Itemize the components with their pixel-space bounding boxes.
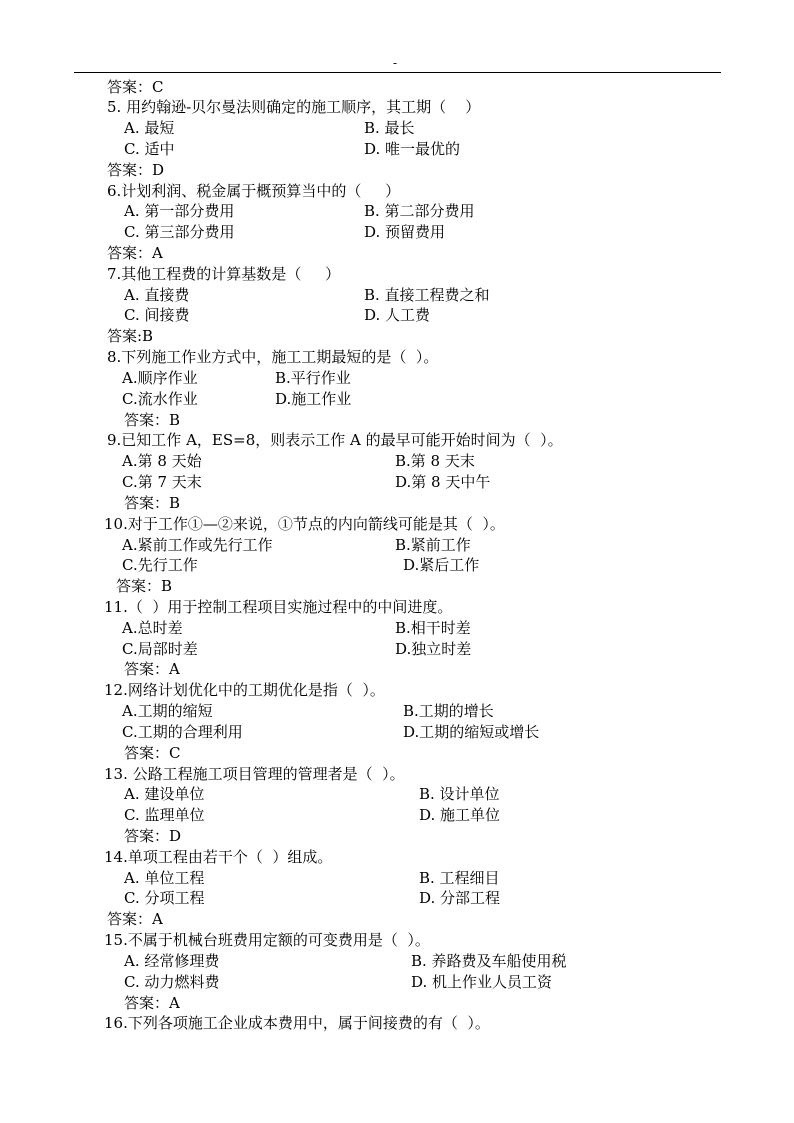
answer-15: 答案：A <box>124 994 180 1012</box>
q7-option-c: C. 间接费 <box>124 306 190 324</box>
q7-option-a: A. 直接费 <box>124 286 190 304</box>
answer-12: 答案：C <box>124 744 181 762</box>
q5-option-d: D. 唯一最优的 <box>364 140 461 158</box>
q13-option-a: A. 建设单位 <box>124 785 205 803</box>
q14-option-a: A. 单位工程 <box>124 869 205 887</box>
q11-option-b: B.相干时差 <box>395 619 471 637</box>
q7-option-d: D. 人工费 <box>364 306 431 324</box>
q6-option-c: C. 第三部分费用 <box>124 223 235 241</box>
answer-11: 答案：A <box>124 660 180 678</box>
q11-option-d: D.独立时差 <box>395 640 472 658</box>
question-10: 10.对于工作①—②来说，①节点的内向箭线可能是其（ ）。 <box>104 515 505 533</box>
q13-option-c: C. 监理单位 <box>124 806 205 824</box>
answer-14: 答案：A <box>107 910 163 928</box>
answer-9: 答案：B <box>124 494 181 512</box>
question-13: 13. 公路工程施工项目管理的管理者是（ ）。 <box>104 765 405 783</box>
answer-13: 答案：D <box>124 827 182 845</box>
q7-option-b: B. 直接工程费之和 <box>364 286 490 304</box>
q15-option-b: B. 养路费及车船使用税 <box>411 952 567 970</box>
q5-option-c: C. 适中 <box>124 140 175 158</box>
question-9: 9.已知工作 A，ES=8，则表示工作 A 的最早可能开始时间为（ ）。 <box>107 431 563 449</box>
q5-option-b: B. 最长 <box>364 119 415 137</box>
answer-6: 答案：A <box>107 244 163 262</box>
q8-option-c: C.流水作业 <box>122 390 198 408</box>
q14-option-c: C. 分项工程 <box>124 889 205 907</box>
q9-option-b: B.第 8 天末 <box>395 452 475 470</box>
question-5: 5. 用约翰逊-贝尔曼法则确定的施工顺序，其工期（ ） <box>107 98 481 116</box>
q9-option-c: C.第 7 天末 <box>122 473 202 491</box>
q10-option-a: A.紧前工作或先行工作 <box>122 536 273 554</box>
q12-option-b: B.工期的增长 <box>403 702 494 720</box>
q13-option-d: D. 施工单位 <box>419 806 501 824</box>
header-rule <box>74 72 721 73</box>
q15-option-a: A. 经常修理费 <box>124 952 220 970</box>
q6-option-b: B. 第二部分费用 <box>364 202 475 220</box>
q6-option-d: D. 预留费用 <box>364 223 446 241</box>
answer-4: 答案：C <box>107 78 164 96</box>
q13-option-b: B. 设计单位 <box>419 785 500 803</box>
question-8: 8.下列施工作业方式中，施工工期最短的是（ ）。 <box>107 348 439 366</box>
answer-10: 答案：B <box>116 577 173 595</box>
question-11: 11.（ ）用于控制工程项目实施过程中的中间进度。 <box>104 598 453 616</box>
answer-7: 答案:B <box>107 327 154 345</box>
q8-option-d: D.施工作业 <box>275 390 352 408</box>
q9-option-d: D.第 8 天中午 <box>395 473 491 491</box>
q6-option-a: A. 第一部分费用 <box>124 202 235 220</box>
question-14: 14.单项工程由若干个（ ）组成。 <box>104 848 333 866</box>
q11-option-a: A.总时差 <box>122 619 183 637</box>
q8-option-a: A.顺序作业 <box>122 369 198 387</box>
q15-option-c: C. 动力燃料费 <box>124 973 220 991</box>
q10-option-b: B.紧前工作 <box>395 536 471 554</box>
q14-option-d: D. 分部工程 <box>419 889 501 907</box>
q8-option-b: B.平行作业 <box>275 369 351 387</box>
question-7: 7.其他工程费的计算基数是（ ） <box>107 265 341 283</box>
answer-5: 答案：D <box>107 161 165 179</box>
q10-option-c: C.先行工作 <box>122 556 198 574</box>
q14-option-b: B. 工程细目 <box>419 869 500 887</box>
q9-option-a: A.第 8 天始 <box>122 452 202 470</box>
question-12: 12.网络计划优化中的工期优化是指（ ）。 <box>104 681 385 699</box>
q10-option-d: D.紧后工作 <box>403 556 480 574</box>
q12-option-c: C.工期的合理利用 <box>122 723 243 741</box>
q15-option-d: D. 机上作业人员工资 <box>411 973 553 991</box>
question-6: 6.计划利润、税金属于概预算当中的（ ） <box>107 182 401 200</box>
question-15: 15.不属于机械台班费用定额的可变费用是（ ）。 <box>104 931 430 949</box>
question-16: 16.下列各项施工企业成本费用中，属于间接费的有（ ）。 <box>104 1014 490 1032</box>
q12-option-d: D.工期的缩短或增长 <box>403 723 540 741</box>
header-mark: - <box>393 56 398 70</box>
q12-option-a: A.工期的缩短 <box>122 702 213 720</box>
answer-8: 答案：B <box>124 411 181 429</box>
q11-option-c: C.局部时差 <box>122 640 198 658</box>
q5-option-a: A. 最短 <box>124 119 175 137</box>
